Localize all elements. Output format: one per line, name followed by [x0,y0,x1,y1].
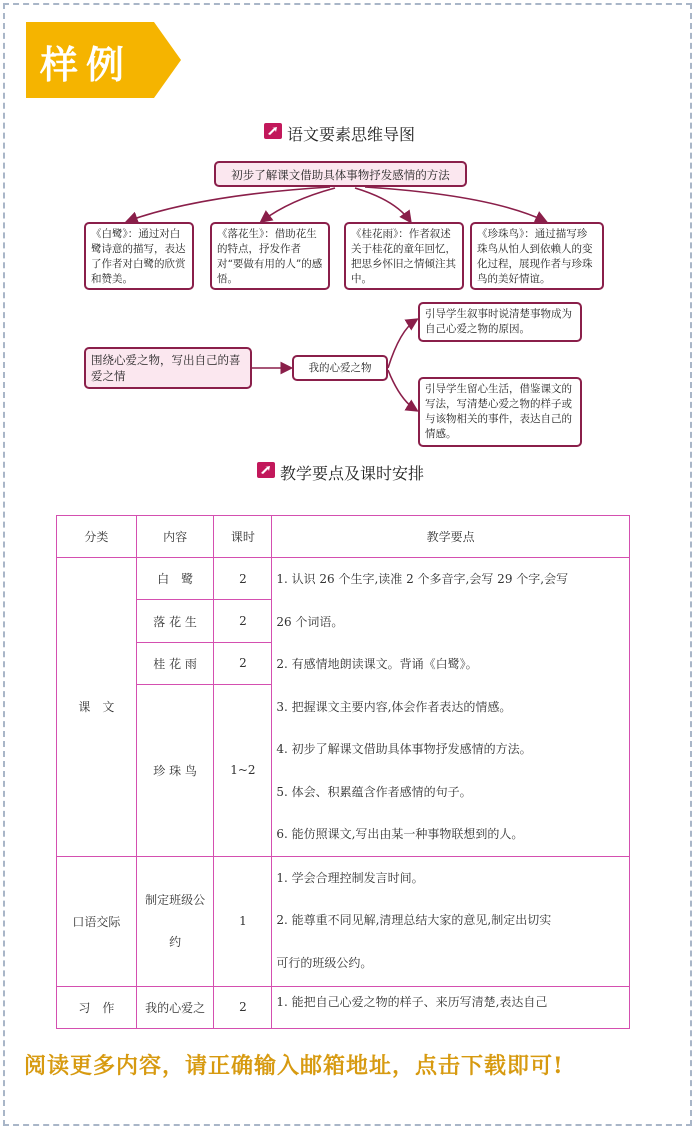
table-row [57,856,630,986]
table-header-row [57,516,630,558]
content-cell: 珍 珠 鸟 [136,685,214,856]
point-line: 1. 能把自己心爱之物的样子、来历写清楚,表达自己 [276,994,548,1009]
lesson-box: 《桂花雨》：作者叙述关于桂花的童年回忆，把思乡怀旧之情倾注其中。 [344,222,464,290]
header-points: 教学要点 [272,516,630,558]
content-cell: 桂 花 雨 [136,642,214,684]
header-hours: 课时 [214,516,272,558]
point-line: 2. 能尊重不同见解,清理总结大家的意见,制定出切实 [276,913,552,927]
content-cell [136,856,214,986]
writing-goal: 围绕心爱之物，写出自己的喜爱之情 [84,347,252,389]
mindmap-title: 语文要素思维导图 [287,125,416,144]
hours-cell: 2 [214,558,272,600]
section-arrow-icon [257,462,275,478]
points-cell [272,856,630,986]
content-cell: 我的心爱之 [136,986,214,1028]
hours-cell: 2 [214,642,272,684]
category-cell: 口语交际 [57,856,137,986]
point-line: 3. 把握课文主要内容,体会作者表达的情感。 [276,699,512,714]
point-line: 26 个词语。 [276,614,344,629]
category-cell: 习 作 [57,986,137,1028]
lesson-box: 《珍珠鸟》：通过描写珍珠鸟从怕人到依赖人的变化过程，展现作者与珍珠鸟的美好情谊。 [470,222,604,290]
header-category: 分类 [57,516,137,558]
point-line: 可行的班级公约。 [276,955,373,970]
lesson-box: 《落花生》：借助花生的特点，抒发作者对“要做有用的人”的感悟。 [210,222,330,290]
points-cell [272,986,630,1028]
plan-title: 教学要点及课时安排 [280,464,425,483]
point-line: 6. 能仿照课文,写出由某一种事物联想到的人。 [276,827,524,841]
hours-cell: 1~2 [214,685,272,856]
header-content: 内容 [136,516,214,558]
branch-box: 引导学生留心生活，借鉴课文的写法，写清楚心爱之物的样子或与该物相关的事件，表达自己的情感。 [418,377,582,447]
point-line: 1. 认识 26 个生字,读准 2 个多音字,会写 29 个字,会写 [276,572,569,586]
point-line: 1. 学会合理控制发言时间。 [276,870,424,885]
content-cell: 落 花 生 [136,600,214,642]
lesson-box: 《白鹭》：通过对白鹭诗意的描写，表达了作者对白鹭的欣赏和赞美。 [84,222,194,290]
hours-cell: 2 [214,600,272,642]
point-line: 4. 初步了解课文借助具体事物抒发感情的方法。 [276,742,532,756]
banner-label: 样例 [40,43,133,87]
teaching-plan-table [56,515,630,1029]
mindmap-top-goal: 初步了解课文借助具体事物抒发感情的方法 [214,161,467,187]
hours-cell: 2 [214,986,272,1028]
table-row [57,558,630,600]
category-cell: 课 文 [57,558,137,857]
download-prompt: 阅读更多内容，请正确输入邮箱地址，点击下载即可! [24,1053,564,1079]
table-row [57,986,630,1028]
content-line: 约 [169,935,182,949]
points-cell [272,558,630,857]
branch-box: 引导学生叙事时说清楚事物成为自己心爱之物的原因。 [418,302,582,342]
mindmap-center: 我的心爱之物 [292,355,388,381]
content-line: 制定班级公 [145,893,206,907]
point-line: 2. 有感情地朗读课文。背诵《白鹭》。 [276,657,478,671]
content-cell: 白 鹭 [136,558,214,600]
hours-cell: 1 [214,856,272,986]
point-line: 5. 体会、积累蕴含作者感情的句子。 [276,784,472,799]
